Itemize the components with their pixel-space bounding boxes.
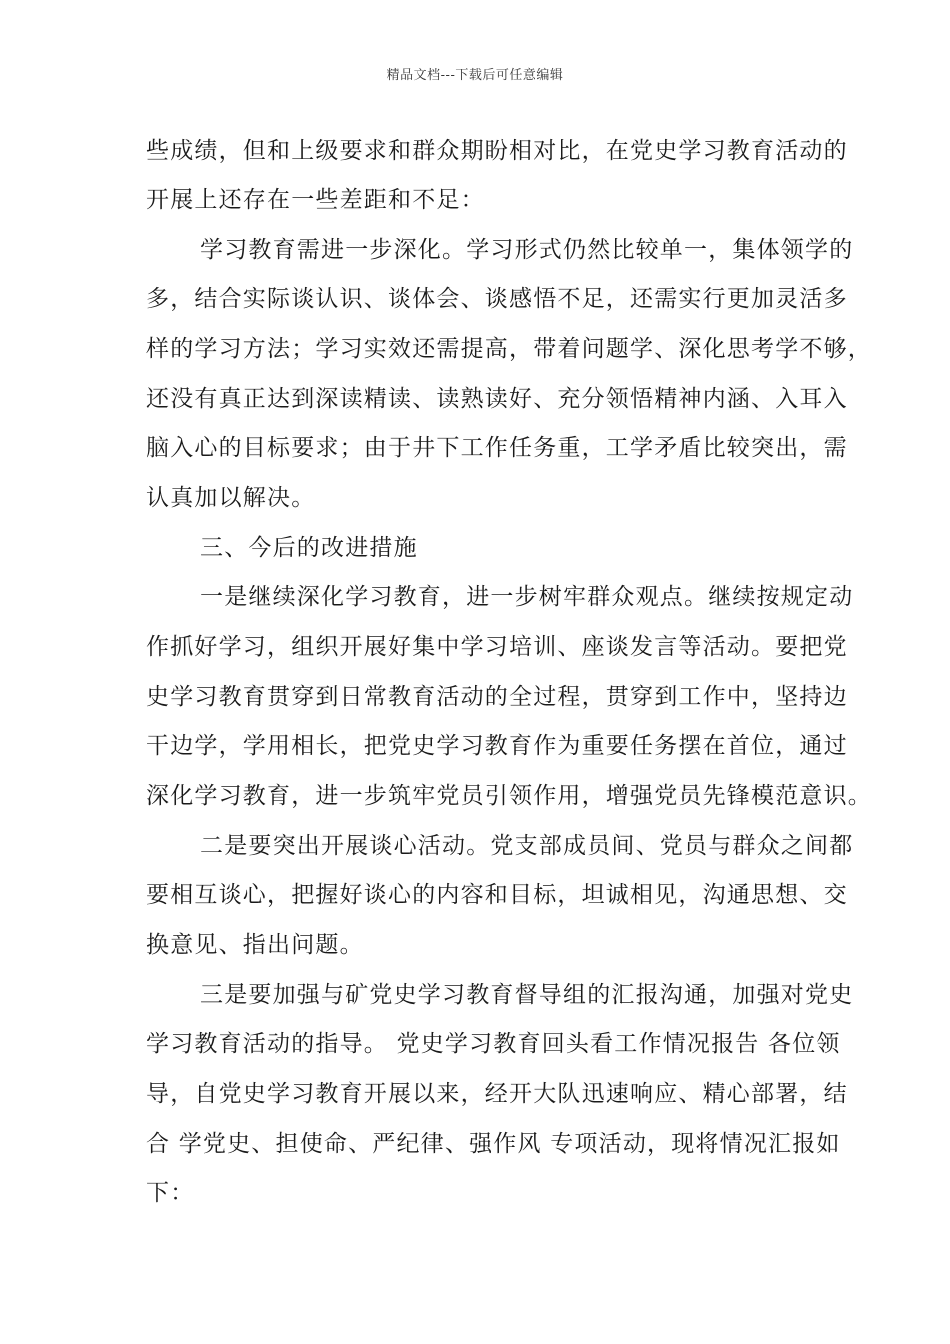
body-text-line: 开展上还存在一些差距和不足： bbox=[146, 187, 485, 213]
section-heading: 三、今后的改进措施 bbox=[200, 535, 418, 561]
body-text-line: 合 学党史、担使命、严纪律、强作风 专项活动，现将情况汇报如 bbox=[146, 1131, 841, 1157]
body-text-line: 二是要突出开展谈心活动。党支部成员间、党员与群众之间都 bbox=[200, 833, 854, 859]
body-text-line: 要相互谈心，把握好谈心的内容和目标，坦诚相见，沟通思想、交 bbox=[146, 882, 848, 908]
body-text-line: 深化学习教育，进一步筑牢党员引领作用，增强党员先锋模范意识。 bbox=[146, 783, 872, 809]
body-text-line: 认真加以解决。 bbox=[146, 485, 316, 511]
body-text-line: 导，自党史学习教育开展以来，经开大队迅速响应、精心部署，结 bbox=[146, 1081, 848, 1107]
body-text-line: 学习教育活动的指导。 党史学习教育回头看工作情况报告 各位领 bbox=[146, 1031, 841, 1057]
body-text-line: 干边学，学用相长，把党史学习教育作为重要任务摆在首位，通过 bbox=[146, 733, 848, 759]
body-text-line: 换意见、指出问题。 bbox=[146, 932, 364, 958]
body-text-line: 脑入心的目标要求；由于井下工作任务重，工学矛盾比较突出，需 bbox=[146, 435, 848, 461]
body-text-line: 三是要加强与矿党史学习教育督导组的汇报沟通，加强对党史 bbox=[200, 982, 854, 1008]
body-text-line: 史学习教育贯穿到日常教育活动的全过程，贯穿到工作中，坚持边 bbox=[146, 684, 848, 710]
body-text-line: 些成绩，但和上级要求和群众期盼相对比，在党史学习教育活动的 bbox=[146, 138, 848, 164]
body-text-line: 一是继续深化学习教育，进一步树牢群众观点。继续按规定动 bbox=[200, 584, 854, 610]
page-header: 精品文档---下载后可任意编辑 bbox=[386, 68, 564, 83]
body-text-line: 学习教育需进一步深化。学习形式仍然比较单一，集体领学的 bbox=[200, 237, 854, 263]
body-text-line: 下： bbox=[146, 1180, 195, 1206]
body-text-line: 作抓好学习，组织开展好集中学习培训、座谈发言等活动。要把党 bbox=[146, 634, 848, 660]
body-text-line: 多，结合实际谈认识、谈体会、谈感悟不足，还需实行更加灵活多 bbox=[146, 286, 848, 312]
body-text-line: 还没有真正达到深读精读、读熟读好、充分领悟精神内涵、入耳入 bbox=[146, 386, 848, 412]
body-text-line: 样的学习方法；学习实效还需提高，带着问题学、深化思考学不够， bbox=[146, 336, 872, 362]
